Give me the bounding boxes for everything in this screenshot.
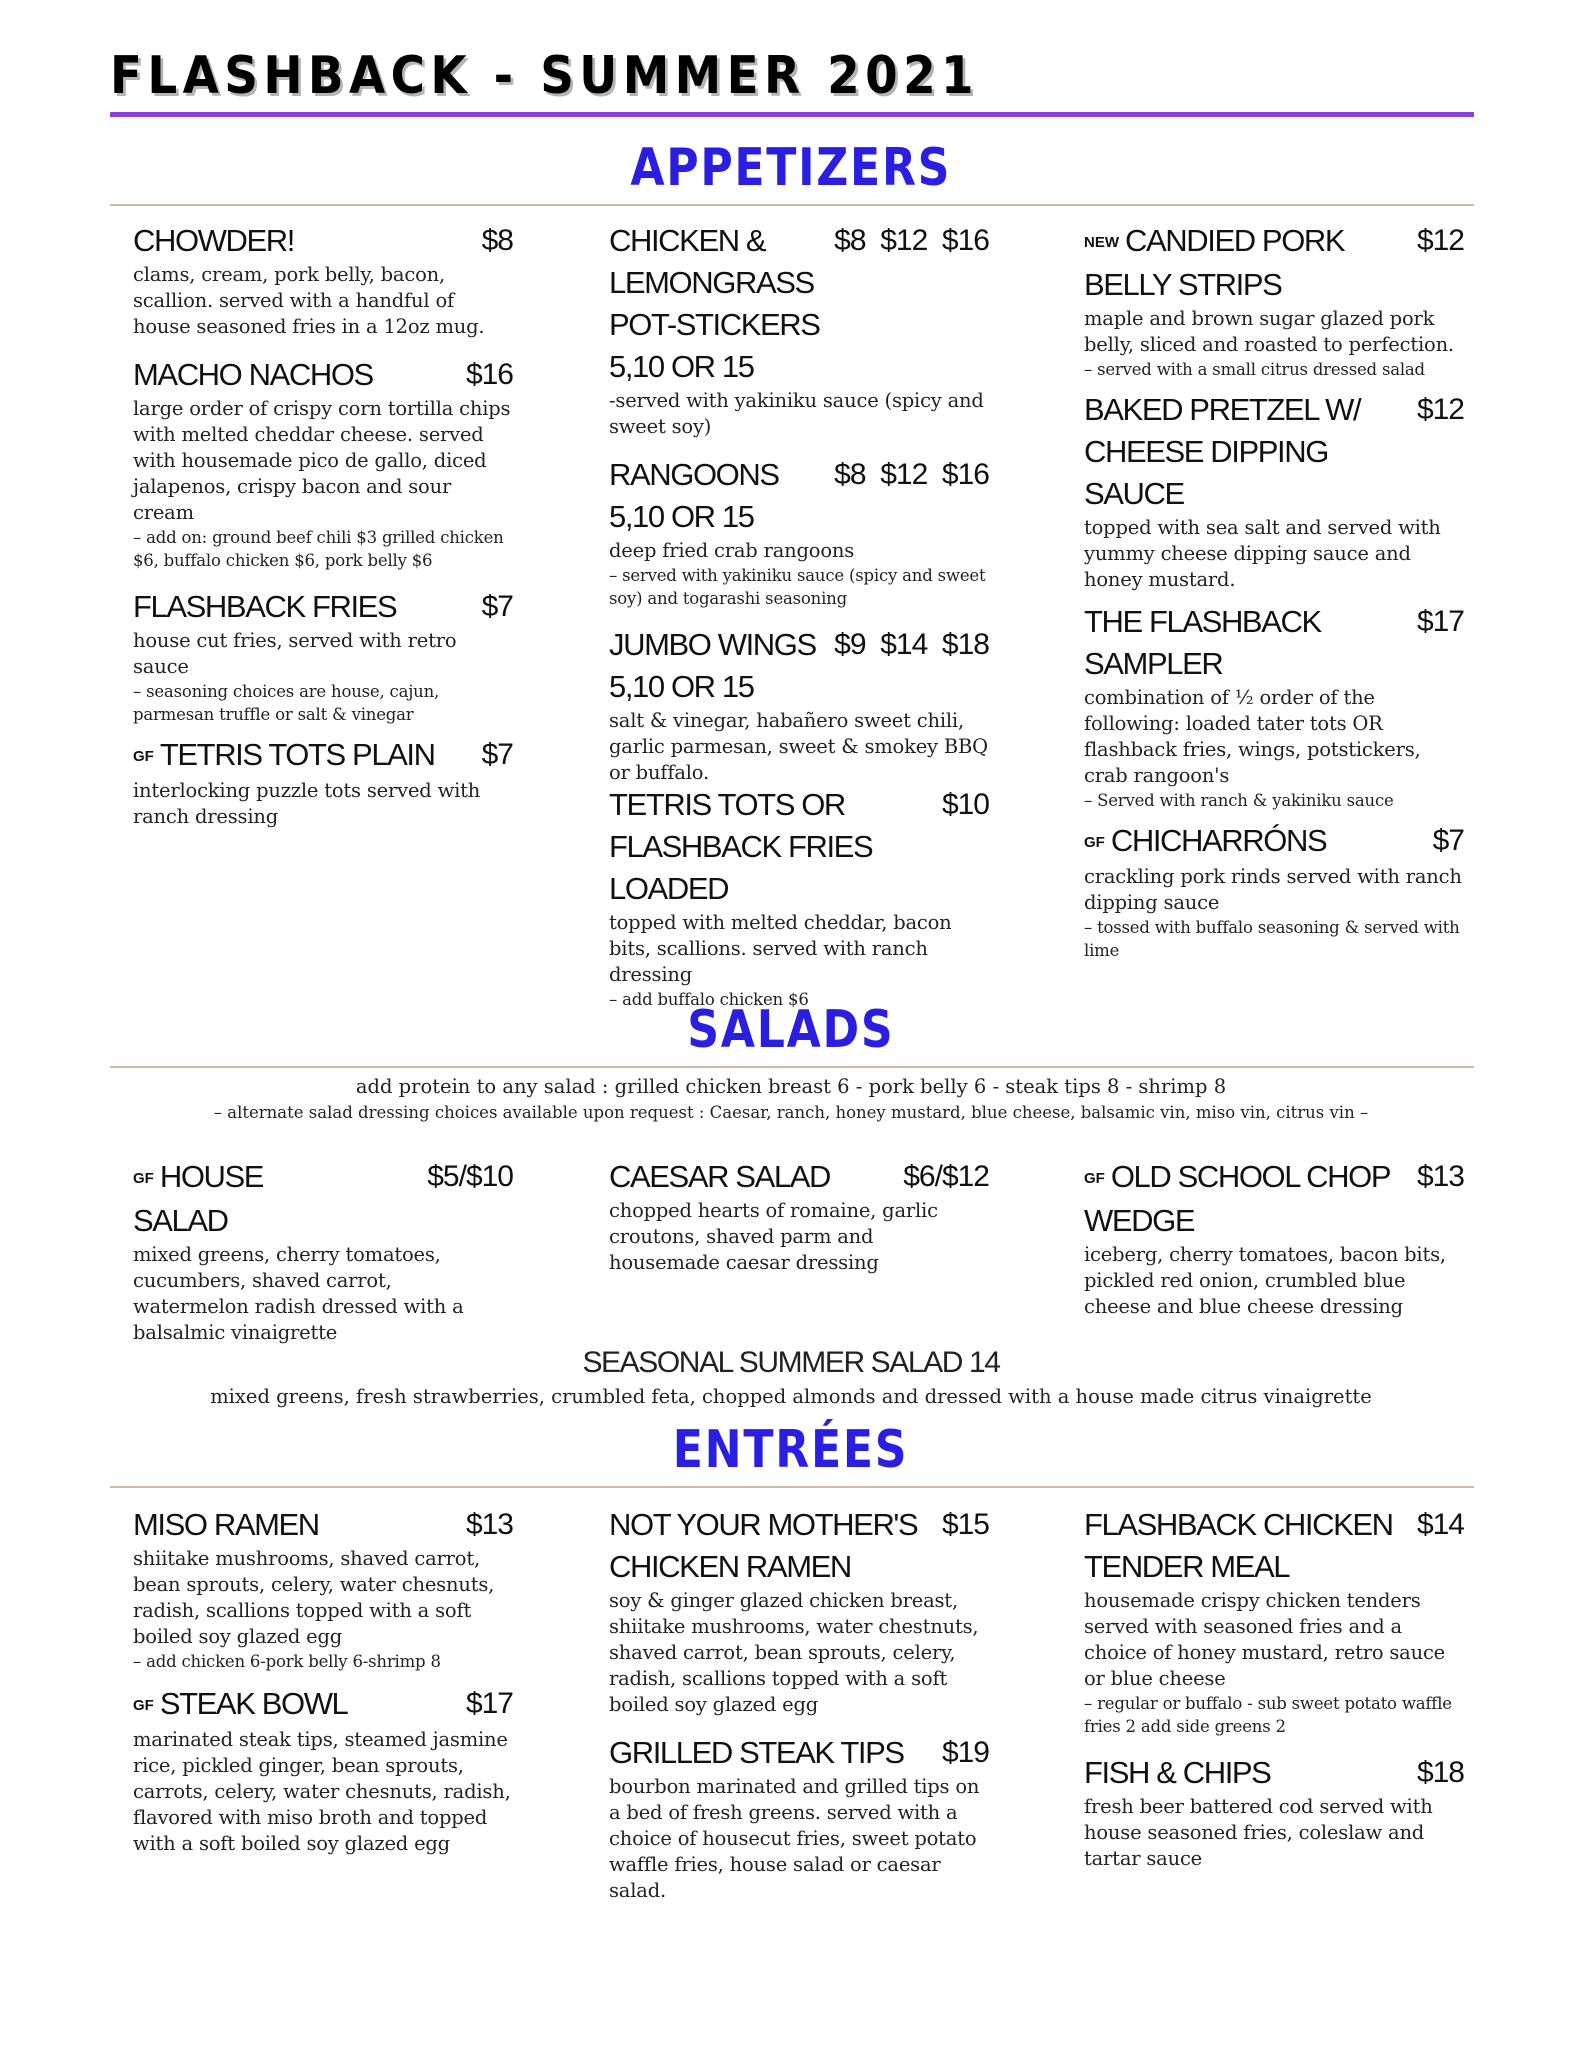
entrees-col-2	[609, 1504, 989, 1918]
menu-item-name	[609, 784, 989, 910]
menu-item-description: salt & vinegar, habañero sweet chili, garlic parmesan, sweet & smokey BBQ or buffalo.	[609, 709, 988, 784]
menu-item-title: STEAK BOWL	[159, 1686, 348, 1721]
menu-item-note: – add chicken 6-pork belly 6-shrimp 8	[133, 1652, 441, 1671]
menu-item-note: – add on: ground beef chili $3 grilled chicken $6, buffalo chicken $6, pork belly $6	[133, 528, 504, 570]
menu-item-title: OLD SCHOOL CHOP WEDGE	[1084, 1159, 1390, 1238]
menu-item-name	[1084, 389, 1464, 515]
menu-item-description: shiitake mushrooms, shaved carrot, bean sprouts, celery, water chesnuts, radish, scallions topped with a soft boiled soy glazed egg	[133, 1547, 495, 1648]
menu-item-price: $8 $12 $16	[834, 224, 989, 257]
menu-item-fish-chips	[1084, 1752, 1464, 1872]
menu-item-price: $12	[1416, 224, 1464, 257]
menu-item-not-your-mother-s-chicken-ramen	[609, 1504, 989, 1718]
menu-item-description: bourbon marinated and grilled tips on a bed of fresh greens. served with a choice of housecut fries, sweet potato waffle fries, house salad or caesar salad.	[609, 1775, 980, 1902]
entrees-col-1	[133, 1504, 513, 1871]
menu-item-title: GRILLED STEAK TIPS	[609, 1735, 904, 1770]
gluten-free-badge: GF	[133, 747, 154, 765]
appetizers-col-1	[133, 220, 513, 844]
menu-item-miso-ramen	[133, 1504, 513, 1673]
menu-item-price: $13	[465, 1508, 513, 1541]
entrees-heading: ENTRÉES	[673, 1420, 909, 1480]
new-badge: NEW	[1084, 233, 1119, 251]
menu-item-note: – served with a small citrus dressed salad	[1084, 359, 1425, 379]
menu-item-price: $9 $14 $18	[834, 628, 989, 661]
menu-item-description: fresh beer battered cod served with house seasoned fries, coleslaw and tartar sauce	[1084, 1795, 1433, 1870]
menu-item-price: $8	[481, 224, 513, 257]
entrees-divider	[110, 1486, 1474, 1488]
menu-item-title: THE FLASHBACK SAMPLER	[1084, 603, 1321, 681]
gluten-free-badge: GF	[133, 1696, 154, 1714]
menu-item-description: housemade crispy chicken tenders served with seasoned fries and a choice of honey mustard, retro sauce or blue cheese	[1084, 1589, 1446, 1690]
menu-item-description: mixed greens, cherry tomatoes, cucumbers, shaved carrot, watermelon radish dressed with a balsalmic vinaigrette	[133, 1242, 464, 1344]
menu-item-note: – served with yakiniku sauce (spicy and sweet soy) and togarashi seasoning	[609, 566, 986, 608]
salads-col-3	[1084, 1156, 1464, 1334]
menu-item-price: $16	[465, 358, 513, 391]
menu-item-name	[1084, 1156, 1464, 1242]
menu-item-price: $7	[481, 738, 513, 771]
menu-item-the-flashback-sampler	[1084, 601, 1464, 812]
menu-item-description: combination of ½ order of the following: loaded tater tots OR flashback fries, wings, potstickers, crab rangoon's	[1084, 685, 1421, 787]
salads-col-1	[133, 1156, 513, 1360]
menu-item-description: maple and brown sugar glazed pork belly, sliced and roasted to perfection.	[1084, 306, 1454, 356]
menu-item-jumbo-wings-5-10-or-15	[609, 624, 989, 786]
menu-item-chicken-lemongrass-pot-stickers-5-10-or-15	[609, 220, 989, 440]
menu-item-note: – seasoning choices are house, cajun, parmesan truffle or salt & vinegar	[133, 682, 440, 724]
salads-divider	[110, 1066, 1474, 1068]
menu-item-rangoons-5-10-or-15	[609, 454, 989, 610]
menu-item-note: – tossed with buffalo seasoning & served with lime	[1084, 917, 1460, 960]
menu-item-price: $17	[1416, 604, 1464, 638]
menu-item-note: – add buffalo chicken $6	[609, 990, 809, 1009]
menu-item-title: JUMBO WINGS 5,10 OR 15	[609, 627, 816, 704]
menu-item-title: NOT YOUR MOTHER'S CHICKEN RAMEN	[609, 1507, 918, 1584]
menu-item-title: CHOWDER!	[133, 223, 295, 258]
title-divider	[110, 112, 1474, 117]
menu-item-old-school-chop-wedge	[1084, 1156, 1464, 1320]
menu-item-title: FLASHBACK FRIES	[133, 589, 397, 624]
menu-item-price: $7	[1432, 823, 1464, 857]
menu-item-tetris-tots-or-flashback-fries-loaded	[609, 784, 989, 1011]
menu-item-title: FLASHBACK CHICKEN TENDER MEAL	[1084, 1507, 1393, 1584]
menu-item-title: MISO RAMEN	[133, 1507, 319, 1542]
menu-item-title: CHICKEN & LEMONGRASS POT-STICKERS 5,10 OR 15	[609, 223, 820, 384]
menu-item-steak-bowl	[133, 1683, 513, 1857]
menu-item-price: $6/$12	[903, 1160, 989, 1193]
menu-item-note: – Served with ranch & yakiniku sauce	[1084, 790, 1394, 810]
menu-item-title: MACHO NACHOS	[133, 357, 373, 392]
appetizers-heading: APPETIZERS	[630, 138, 952, 198]
menu-item-description: large order of crispy corn tortilla chips with melted cheddar cheese. served with housemade pico de gallo, diced jalapenos, crispy bacon and sour cream	[133, 397, 511, 524]
menu-item-title: RANGOONS 5,10 OR 15	[609, 457, 779, 534]
gluten-free-badge: GF	[133, 1169, 154, 1187]
menu-item-description: interlocking puzzle tots served with ranch dressing	[133, 778, 481, 828]
appetizers-divider	[110, 204, 1474, 206]
menu-item-name	[1084, 601, 1464, 685]
menu-item-description: -served with yakiniku sauce (spicy and sweet soy)	[609, 389, 984, 438]
menu-item-note: – regular or buffalo - sub sweet potato waffle fries 2 add side greens 2	[1084, 1694, 1452, 1736]
menu-item-title: CANDIED PORK BELLY STRIPS	[1084, 223, 1345, 302]
menu-item-description: soy & ginger glazed chicken breast, shiitake mushrooms, water chestnuts, shaved carrot, bean sprouts, celery, radish, scallions topped with a soft boiled soy glazed egg	[609, 1589, 979, 1716]
menu-item-title: HOUSE SALAD	[133, 1159, 264, 1238]
menu-item-price: $17	[465, 1687, 513, 1720]
menu-item-price: $18	[1416, 1756, 1464, 1789]
menu-item-chowder	[133, 220, 513, 340]
menu-item-name	[1084, 820, 1464, 864]
menu-item-name	[133, 734, 513, 778]
menu-item-description: topped with melted cheddar, bacon bits, scallions. served with ranch dressing	[609, 911, 952, 986]
menu-item-description: deep fried crab rangoons	[609, 539, 855, 562]
menu-item-price: $19	[941, 1736, 989, 1769]
seasonal-salad-title: SEASONAL SUMMER SALAD 14	[582, 1346, 1000, 1379]
menu-item-flashback-chicken-tender-meal	[1084, 1504, 1464, 1738]
menu-item-tetris-tots-plain	[133, 734, 513, 830]
menu-item-name	[133, 220, 513, 262]
menu-item-description: marinated steak tips, steamed jasmine rice, pickled ginger, bean sprouts, carrots, celery, water chesnuts, radish, flavored with miso broth and topped with a soft boiled soy glazed egg	[133, 1727, 511, 1855]
appetizers-col-3	[1084, 220, 1464, 976]
menu-item-baked-pretzel-w-cheese-dipping-sauce	[1084, 389, 1464, 593]
gluten-free-badge: GF	[1084, 833, 1105, 851]
menu-item-price: $8 $12 $16	[834, 458, 989, 491]
menu-item-name	[1084, 1504, 1464, 1588]
salad-protein-note: add protein to any salad : grilled chicken breast 6 - pork belly 6 - steak tips 8 - shrimp 8	[355, 1075, 1227, 1098]
menu-item-price: $14	[1416, 1508, 1464, 1541]
menu-item-macho-nachos	[133, 354, 513, 572]
menu-item-price: $7	[481, 590, 513, 623]
menu-item-price: $10	[941, 788, 989, 821]
menu-item-title: CHICHARRÓNS	[1110, 822, 1327, 858]
menu-item-name	[1084, 220, 1464, 306]
menu-item-caesar-salad	[609, 1156, 989, 1276]
gluten-free-badge: GF	[1084, 1169, 1105, 1187]
menu-item-price: $5/$10	[427, 1160, 513, 1193]
menu-item-name	[133, 354, 513, 396]
menu-item-description: chopped hearts of romaine, garlic croutons, shaved parm and housemade caesar dressing	[609, 1199, 938, 1274]
menu-item-title: TETRIS TOTS OR FLASHBACK FRIES LOADED	[609, 787, 873, 906]
page-title: FLASHBACK - SUMMER 2021	[110, 46, 980, 106]
salads-col-2	[609, 1156, 989, 1290]
salad-dressing-note: – alternate salad dressing choices available upon request : Caesar, ranch, honey mustard, blue cheese, balsamic vin, miso vin, citrus vin –	[213, 1103, 1369, 1122]
menu-item-flashback-fries	[133, 586, 513, 726]
appetizers-col-2	[609, 220, 989, 1025]
entrees-col-3	[1084, 1504, 1464, 1886]
menu-item-description: iceberg, cherry tomatoes, bacon bits, pickled red onion, crumbled blue cheese and blue cheese dressing	[1084, 1242, 1446, 1318]
menu-item-description: topped with sea salt and served with yummy cheese dipping sauce and honey mustard.	[1084, 515, 1441, 591]
menu-item-price: $15	[941, 1508, 989, 1541]
menu-item-description: crackling pork rinds served with ranch dipping sauce	[1084, 864, 1462, 914]
menu-item-house-salad	[133, 1156, 513, 1346]
menu-item-price: $12	[1416, 392, 1464, 426]
salads-heading: SALADS	[687, 1000, 895, 1060]
menu-item-name	[609, 1732, 989, 1774]
menu-item-name	[1084, 1752, 1464, 1794]
menu-item-candied-pork-belly-strips	[1084, 220, 1464, 381]
menu-item-title: BAKED PRETZEL W/ CHEESE DIPPING SAUCE	[1084, 391, 1361, 511]
menu-item-chicharr-ns	[1084, 820, 1464, 962]
menu-item-grilled-steak-tips	[609, 1732, 989, 1904]
menu-item-price: $13	[1416, 1160, 1464, 1193]
menu-item-description: clams, cream, pork belly, bacon, scallion. served with a handful of house seasoned fries in a 12oz mug.	[133, 263, 485, 338]
menu-item-name	[609, 1504, 989, 1588]
menu-item-name	[133, 1504, 513, 1546]
menu-item-title: TETRIS TOTS PLAIN	[159, 737, 435, 772]
menu-item-title: FISH & CHIPS	[1084, 1755, 1271, 1790]
menu-item-name	[133, 586, 513, 628]
seasonal-salad-desc: mixed greens, fresh strawberries, crumbled feta, chopped almonds and dressed with a house made citrus vinaigrette	[210, 1385, 1372, 1408]
menu-item-name	[133, 1683, 513, 1727]
menu-item-title: CAESAR SALAD	[609, 1159, 830, 1194]
menu-item-description: house cut fries, served with retro sauce	[133, 629, 457, 678]
